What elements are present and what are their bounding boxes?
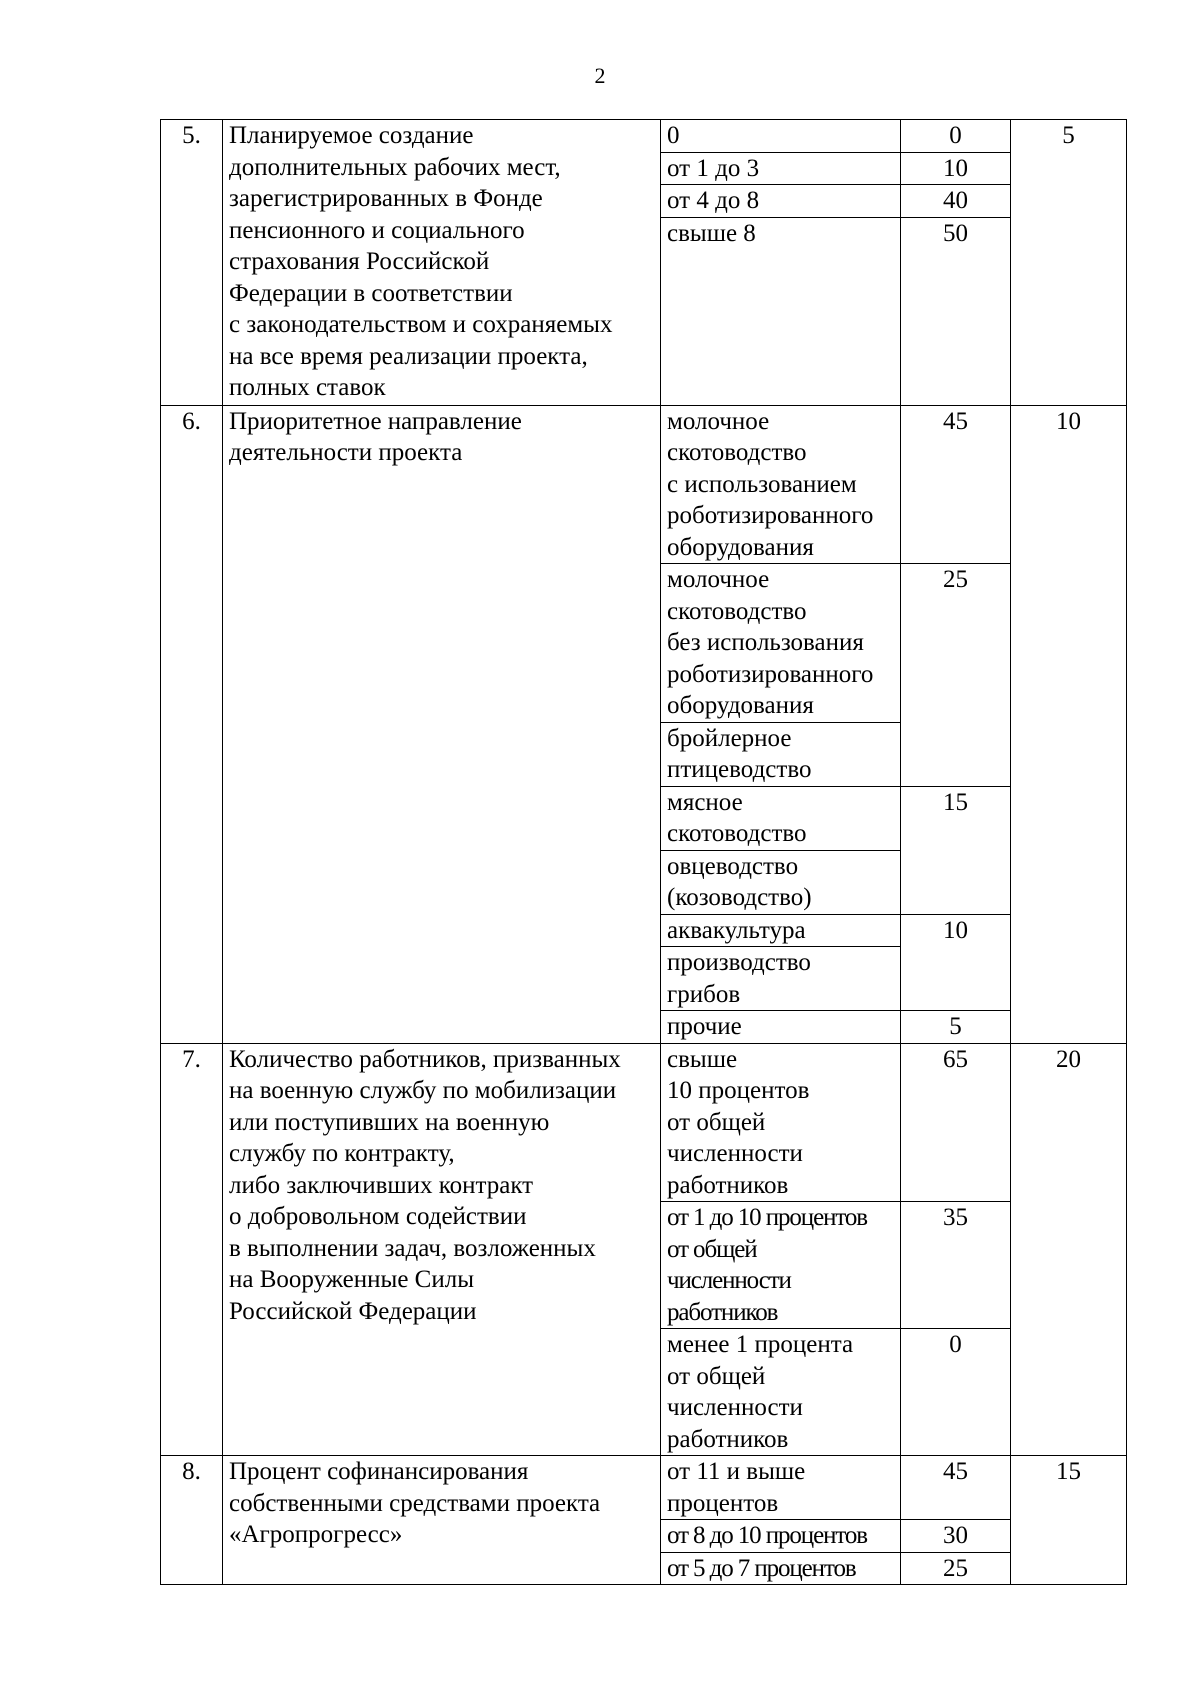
criterion-row-8 [161, 1456, 1127, 1520]
criterion-number: 5. [161, 120, 223, 406]
option-points: 10 [901, 914, 1011, 1011]
option-points: 65 [901, 1043, 1011, 1202]
option-label: от 8 до 10 процентов [661, 1520, 901, 1553]
criterion-number: 8. [161, 1456, 223, 1585]
option-label: мясное скотоводство [661, 786, 901, 850]
page-number: 2 [594, 63, 606, 88]
option-label: от 5 до 7 процентов [661, 1552, 901, 1585]
criterion-weight: 15 [1011, 1456, 1127, 1585]
criterion-row-7 [161, 1043, 1127, 1202]
option-label: от 11 и выше процентов [661, 1456, 901, 1520]
option-points: 35 [901, 1202, 1011, 1329]
option-label: аквакультура [661, 914, 901, 947]
option-label: менее 1 процента от общей численности работников [661, 1329, 901, 1456]
option-points: 5 [901, 1011, 1011, 1044]
option-label: от 1 до 3 [661, 152, 901, 185]
option-label: свыше 8 [661, 217, 901, 405]
option-points: 10 [901, 152, 1011, 185]
option-points: 15 [901, 786, 1011, 914]
option-label: бройлерное птицеводство [661, 722, 901, 786]
option-label: молочное скотоводство без использования роботизированного оборудования [661, 564, 901, 723]
criterion-weight: 10 [1011, 405, 1127, 1043]
option-points: 25 [901, 564, 1011, 787]
option-points: 45 [901, 405, 1011, 564]
criteria-table [160, 119, 1127, 1585]
option-points: 30 [901, 1520, 1011, 1553]
criterion-weight: 5 [1011, 120, 1127, 406]
option-label: молочное скотоводство с использованием роботизированного оборудования [661, 405, 901, 564]
option-label: от 4 до 8 [661, 185, 901, 218]
criterion-name: Планируемое создание дополнительных рабочих мест, зарегистрированных в Фонде пенсионного и социального страхования Российской Федерации в соответствии с законодательством и сохраняемых на все время реализации проекта, полных ставок [223, 120, 661, 406]
option-points: 25 [901, 1552, 1011, 1585]
criterion-name: Количество работников, призванных на военную службу по мобилизации или поступивших на военную службу по контракту, либо заключивших контракт о добровольном содействии в выполнении задач, возложенных на Вооруженные Силы Российской Федерации [223, 1043, 661, 1456]
option-points: 0 [901, 1329, 1011, 1456]
option-points: 40 [901, 185, 1011, 218]
option-points: 45 [901, 1456, 1011, 1520]
criterion-name: Приоритетное направление деятельности проекта [223, 405, 661, 1043]
criterion-number: 6. [161, 405, 223, 1043]
option-label: свыше 10 процентов от общей численности работников [661, 1043, 901, 1202]
option-points: 0 [901, 120, 1011, 153]
criterion-weight: 20 [1011, 1043, 1127, 1456]
option-points: 50 [901, 217, 1011, 405]
option-label: производство грибов [661, 947, 901, 1011]
option-label: 0 [661, 120, 901, 153]
criterion-name: Процент софинансирования собственными средствами проекта «Агропрогресс» [223, 1456, 661, 1585]
option-label: овцеводство (козоводство) [661, 850, 901, 914]
criterion-row-5 [161, 120, 1127, 153]
option-label: от 1 до 10 процентов от общей численности работников [661, 1202, 901, 1329]
criterion-number: 7. [161, 1043, 223, 1456]
criterion-row-6 [161, 405, 1127, 564]
option-label: прочие [661, 1011, 901, 1044]
